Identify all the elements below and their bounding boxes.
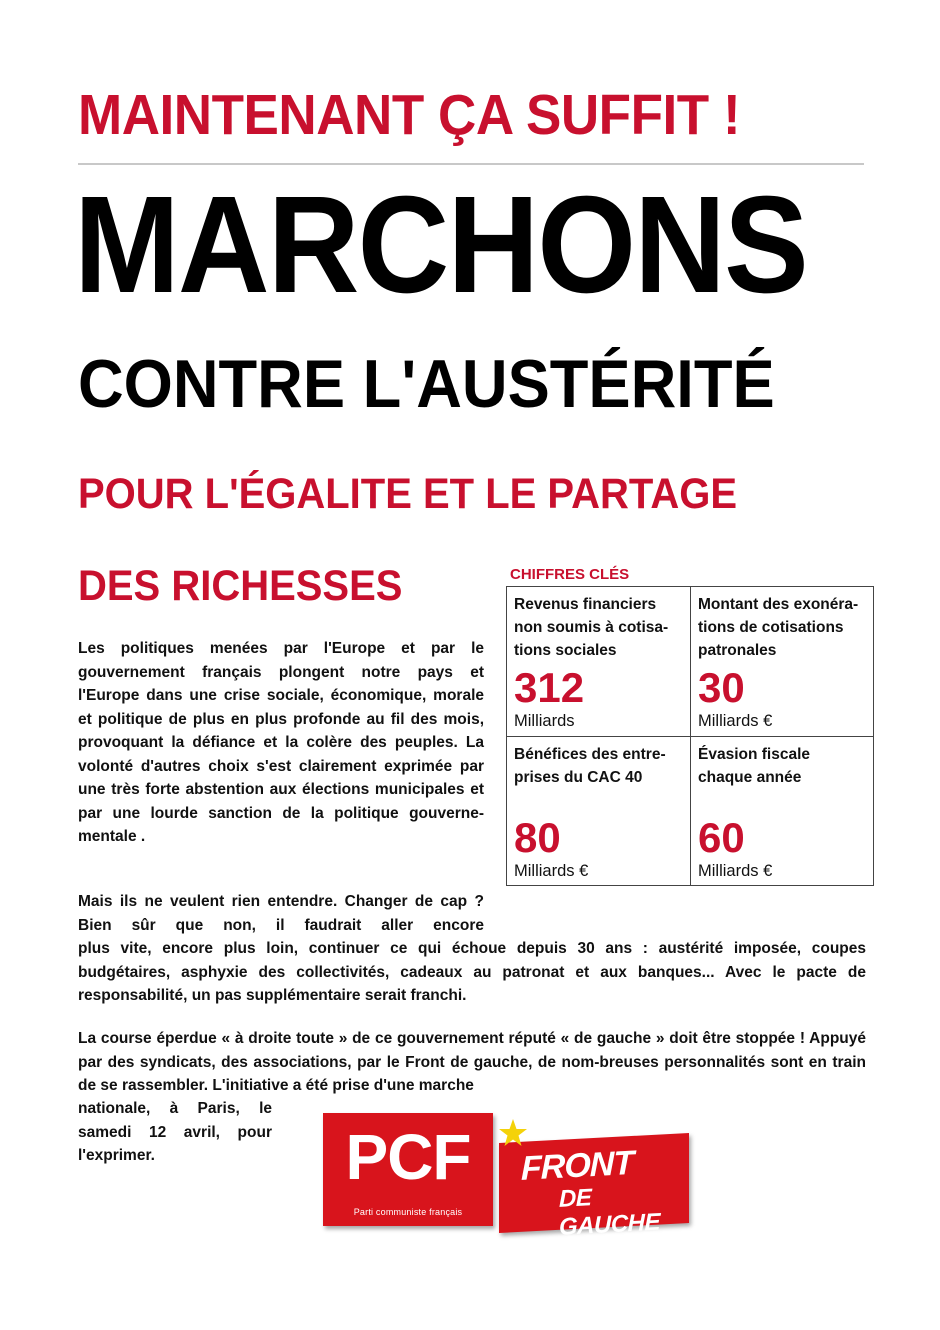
body-paragraph-2-start: Mais ils ne veulent rien entendre. Changer de cap ? Bien sûr que non, il faudrait aller encore	[78, 893, 484, 934]
headline-marchons: MARCHONS	[74, 168, 807, 322]
key-figure-label: Évasion fiscale chaque année	[698, 746, 811, 786]
star-icon	[498, 1118, 528, 1148]
headline-richesses: DES RICHESSES	[78, 562, 403, 610]
key-figure-cell	[507, 587, 690, 736]
key-figure-value: 30	[698, 664, 745, 711]
pcf-logo-text: PCF	[345, 1121, 471, 1193]
front-de-gauche-logo	[499, 1133, 689, 1241]
divider	[78, 163, 864, 165]
key-figure-unit: Milliards	[514, 712, 575, 730]
key-figure-cell	[690, 736, 873, 885]
body-paragraph-4: nationale, à Paris, le samedi 12 avril, pour l'exprimer.	[78, 1100, 272, 1164]
key-figure-unit: Milliards €	[698, 712, 773, 730]
headline-egalite: POUR L'ÉGALITE ET LE PARTAGE	[78, 470, 738, 518]
key-figures-title: CHIFFRES CLÉS	[510, 566, 630, 583]
key-figure-value: 312	[514, 664, 585, 711]
key-figure-label: Montant des exonéra-tions de cotisations patronales	[698, 596, 859, 659]
body-paragraph-1: Les politiques menées par l'Europe et par le gouvernement français plongent notre pays et l'Europe dans une crise sociale, économique, morale et politique de plus en plus profonde au fil des mois, provoquant la défiance et la colère des peuples. La volonté d'autres choix s'est clairement exprimée par une très forte abstention aux élections municipales et par une lourde sanction de la politique gouverne-mentale .	[78, 640, 484, 845]
key-figures-table	[506, 586, 874, 886]
key-figure-label: Bénéfices des entre-prises du CAC 40	[514, 746, 666, 786]
headline-contre-austerite: CONTRE L'AUSTÉRITÉ	[78, 346, 775, 422]
pcf-logo	[323, 1113, 493, 1226]
body-paragraph-2-end: plus vite, encore plus loin, continuer ce qui échoue depuis 30 ans : austérité imposée, coupes budgétaires, asphyxie des collectivités, cadeaux au patronat et aux banques... Avec le pacte de responsabilité, un pas supplémentaire serait franchi.	[78, 940, 866, 1004]
key-figure-cell	[507, 736, 690, 885]
key-figure-unit: Milliards €	[698, 862, 773, 880]
fdg-logo-line1: FRONT	[521, 1143, 634, 1188]
key-figure-cell	[690, 587, 873, 736]
key-figure-value: 80	[514, 814, 561, 861]
key-figure-unit: Milliards €	[514, 862, 589, 880]
body-paragraph-3: La course éperdue « à droite toute » de ce gouvernement réputé « de gauche » doit être stoppée ! Appuyé par des syndicats, des associations, par le Front de gauche, de nom-breuses personnalités sont en train de se rassembler. L'initiative a été prise d'une marche	[78, 1030, 866, 1094]
headline-maintenant: MAINTENANT ÇA SUFFIT !	[78, 83, 741, 147]
pcf-logo-subtitle: Parti communiste français	[353, 1207, 463, 1217]
key-figure-value: 60	[698, 814, 745, 861]
key-figure-label: Revenus financiers non soumis à cotisa-tions sociales	[514, 596, 669, 659]
fdg-logo-line2: DE GAUCHE	[559, 1184, 661, 1241]
